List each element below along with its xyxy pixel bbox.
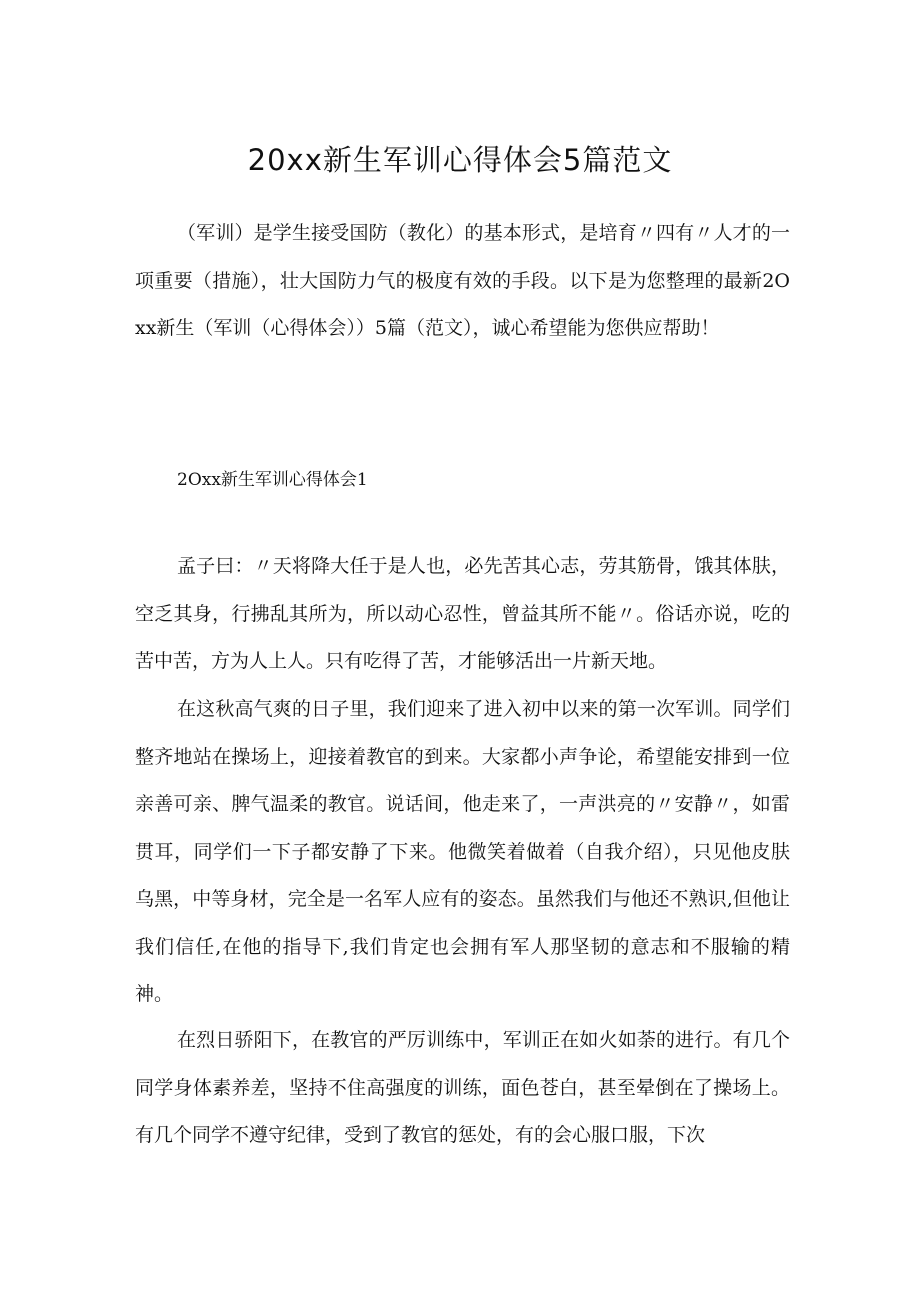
body-paragraph-3: 在烈日骄阳下，在教官的严厉训练中，军训正在如火如荼的进行。有几个同学身体素养差，坚持不住高强度的训练，面色苍白，甚至晕倒在了操场上。有几个同学不遵守纪律，受到了教官的惩处，有的会心服口服，下次 [135,1029,790,1146]
intro-paragraph: （军训）是学生接受国防（教化）的基本形式，是培育〃四有〃人才的一项重要（措施），壮大国防力气的极度有效的手段。以下是为您整理的最新2Oxx新生（军训（心得体会））5篇（范文），诚心希望能为您供应帮助！ [135,222,790,339]
document-title: 20xx新生军训心得体会5篇范文 [247,143,673,177]
section-heading: 2Oxx新生军训心得体会1 [177,470,368,490]
body-paragraph-2: 在这秋高气爽的日子里，我们迎来了进入初中以来的第一次军训。同学们整齐地站在操场上，迎接着教官的到来。大家都小声争论，希望能安排到一位亲善可亲、脾气温柔的教官。说话间，他走来了，一声洪亮的〃安静〃，如雷贯耳，同学们一下子都安静了下来。他微笑着做着（自我介绍），只见他皮肤乌黑，中等身材，完全是一名军人应有的姿态。虽然我们与他还不熟识,但他让我们信任,在他的指导下,我们肯定也会拥有军人那坚韧的意志和不服输的精神。 [135,698,790,1005]
body-paragraph-1: 孟子曰：〃天将降大任于是人也，必先苦其心志，劳其筋骨，饿其体肤，空乏其身，行拂乱其所为，所以动心忍性，曾益其所不能〃。俗话亦说，吃的苦中苦，方为人上人。只有吃得了苦，才能够活出一片新天地。 [135,555,790,672]
